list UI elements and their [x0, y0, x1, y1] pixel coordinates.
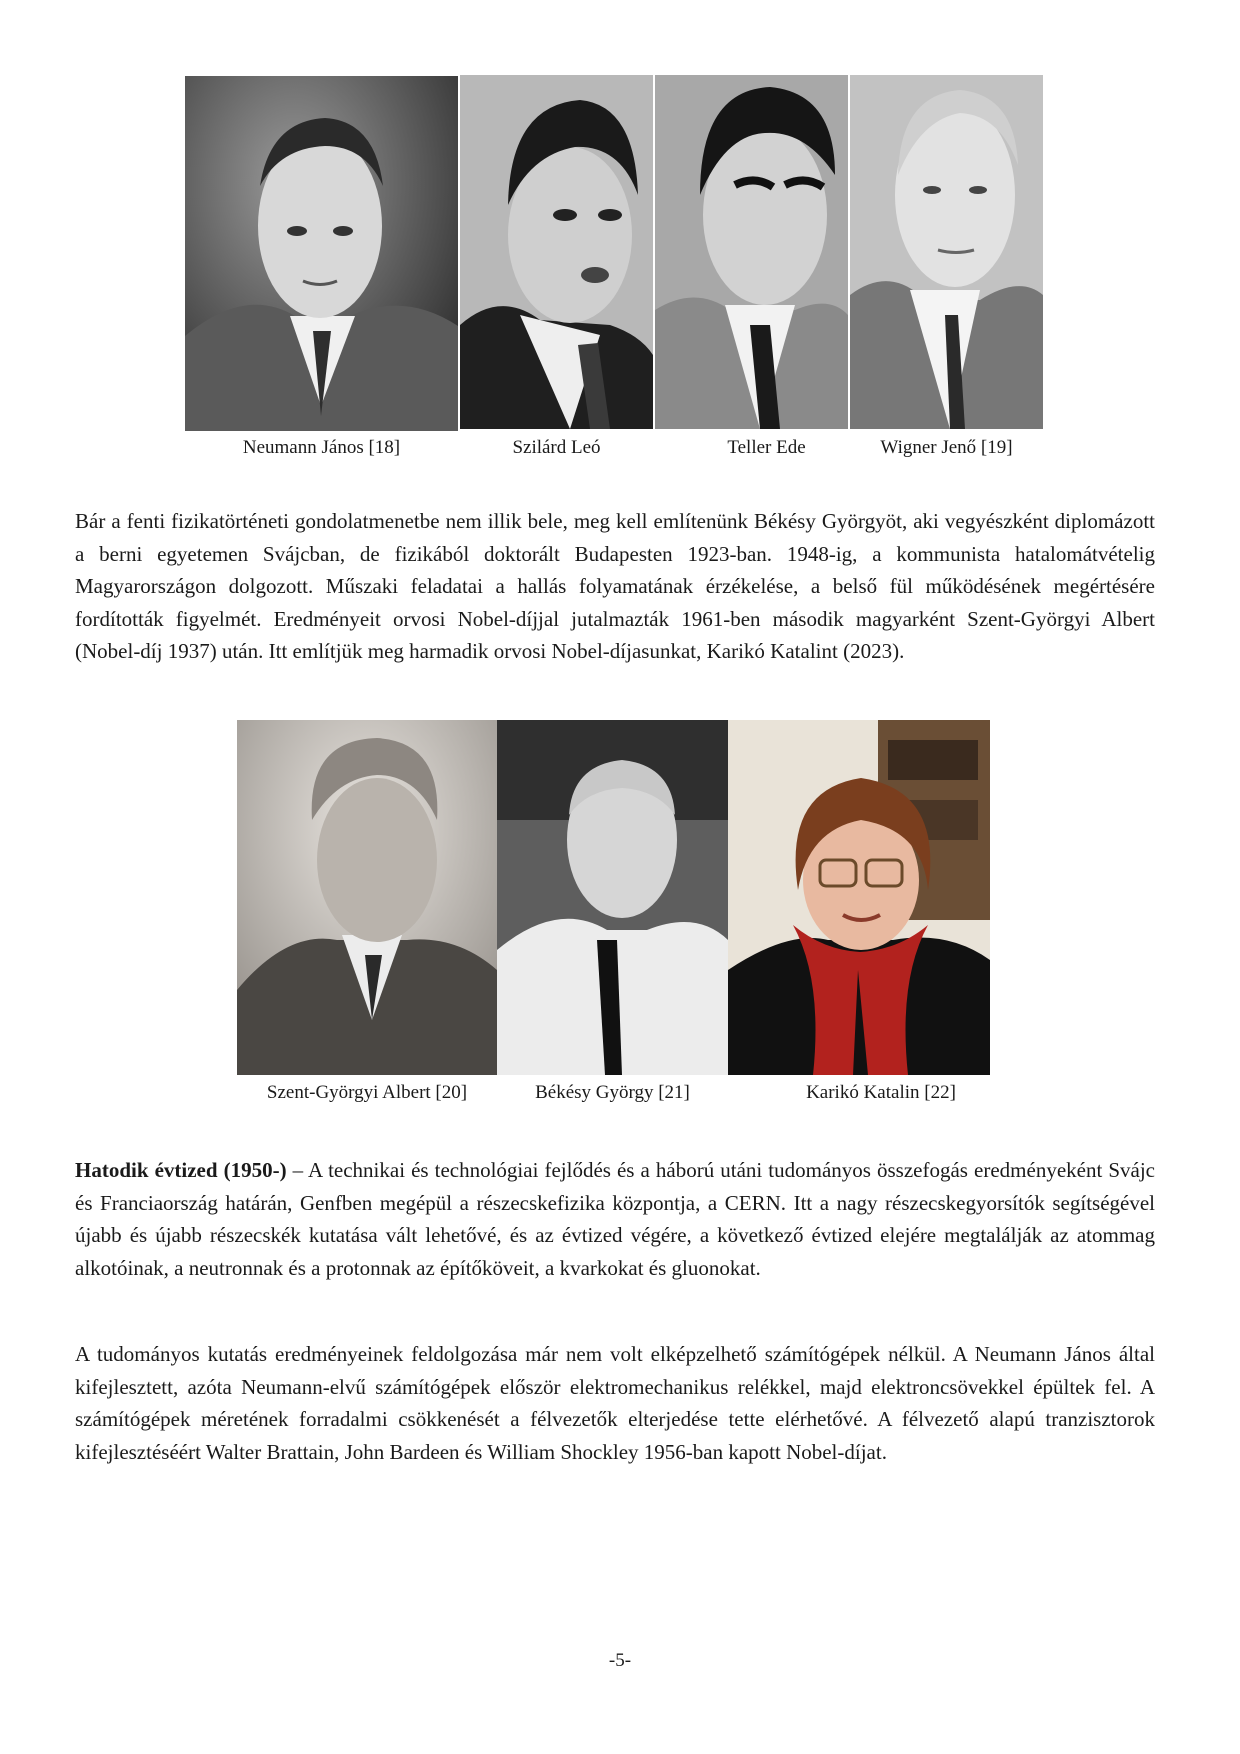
caption-wigner-jeno: Wigner Jenő [19] — [880, 437, 1013, 458]
portrait-szilard-leo — [460, 75, 653, 429]
paragraph-hatodik-evtized — [75, 1154, 1155, 1284]
caption-szilard-leo: Szilárd Leó — [512, 437, 601, 458]
portrait-neumann-janos — [185, 76, 458, 431]
portrait-szent-gyorgyi-albert — [237, 720, 497, 1075]
portrait-bekesy-gyorgy — [497, 720, 728, 1075]
caption-teller-ede: Teller Ede — [727, 437, 806, 458]
section-heading: Hatodik évtized (1950-) — [75, 1158, 287, 1182]
page-number: -5- — [608, 1650, 632, 1671]
caption-kariko-katalin: Karikó Katalin [22] — [806, 1082, 956, 1103]
paragraph-szamitogepek: A tudományos kutatás eredményeinek feldolgozása már nem volt elképzelhető számítógépek nélkül. A Neumann János által kifejlesztett, azóta Neumann-elvű számítógépek először elektromechanikus relékkel, majd elektroncsövekkel épültek fel. A számítógépek méretének forradalmi csökkenését a félvezetők elterjedése tette elérhetővé. A félvezető alapú tranzisztorok kifejlesztéséért Walter Brattain, John Bardeen és William Shockley 1956-ban kapott Nobel-díjat. — [75, 1342, 1155, 1464]
caption-bekesy-gyorgy: Békésy György [21] — [535, 1082, 690, 1103]
caption-szent-gyorgyi-albert: Szent-Györgyi Albert [20] — [266, 1082, 468, 1103]
caption-neumann-janos: Neumann János [18] — [242, 437, 401, 458]
paragraph-bekesy: Bár a fenti fizikatörténeti gondolatmenetbe nem illik bele, meg kell említenünk Békésy Györgyöt, aki vegyészként diplomázott a berni egyetemen Svájcban, de fizikából doktorált Budapesten 1923-ban. 1948-ig, a kommunista hatalomátvételig Magyarországon dolgozott. Műszaki feladatai a hallás folyamatának érzékelése, a belső fül működésének megértésére fordították figyelmét. Eredményeit orvosi Nobel-díjjal jutalmazták 1961-ben második magyarként Szent-Györgyi Albert (Nobel-díj 1937) után. Itt említjük meg harmadik orvosi Nobel-díjasunkat, Karikó Katalint (2023). — [75, 509, 1155, 663]
section-intro-text: – A technikai és technológiai fejlődés és a háború utáni tudományos összefogás eredményeként Svájc és Franciaország határán, Genfben megépül a részecskefizika központja, a CERN. Itt a nagy részecskegyorsítók segítségével újabb és újabb részecskék kutatása vált lehetővé, és az évtized végére, a következő évtized elejére megtalálják az atommag alkotóinak, a neutronnak és a protonnak az építőköveit, a kvarkokat és gluonokat. — [75, 1158, 1155, 1280]
portrait-kariko-katalin — [728, 720, 990, 1075]
portrait-teller-ede — [655, 75, 848, 429]
portrait-wigner-jeno — [850, 75, 1043, 429]
